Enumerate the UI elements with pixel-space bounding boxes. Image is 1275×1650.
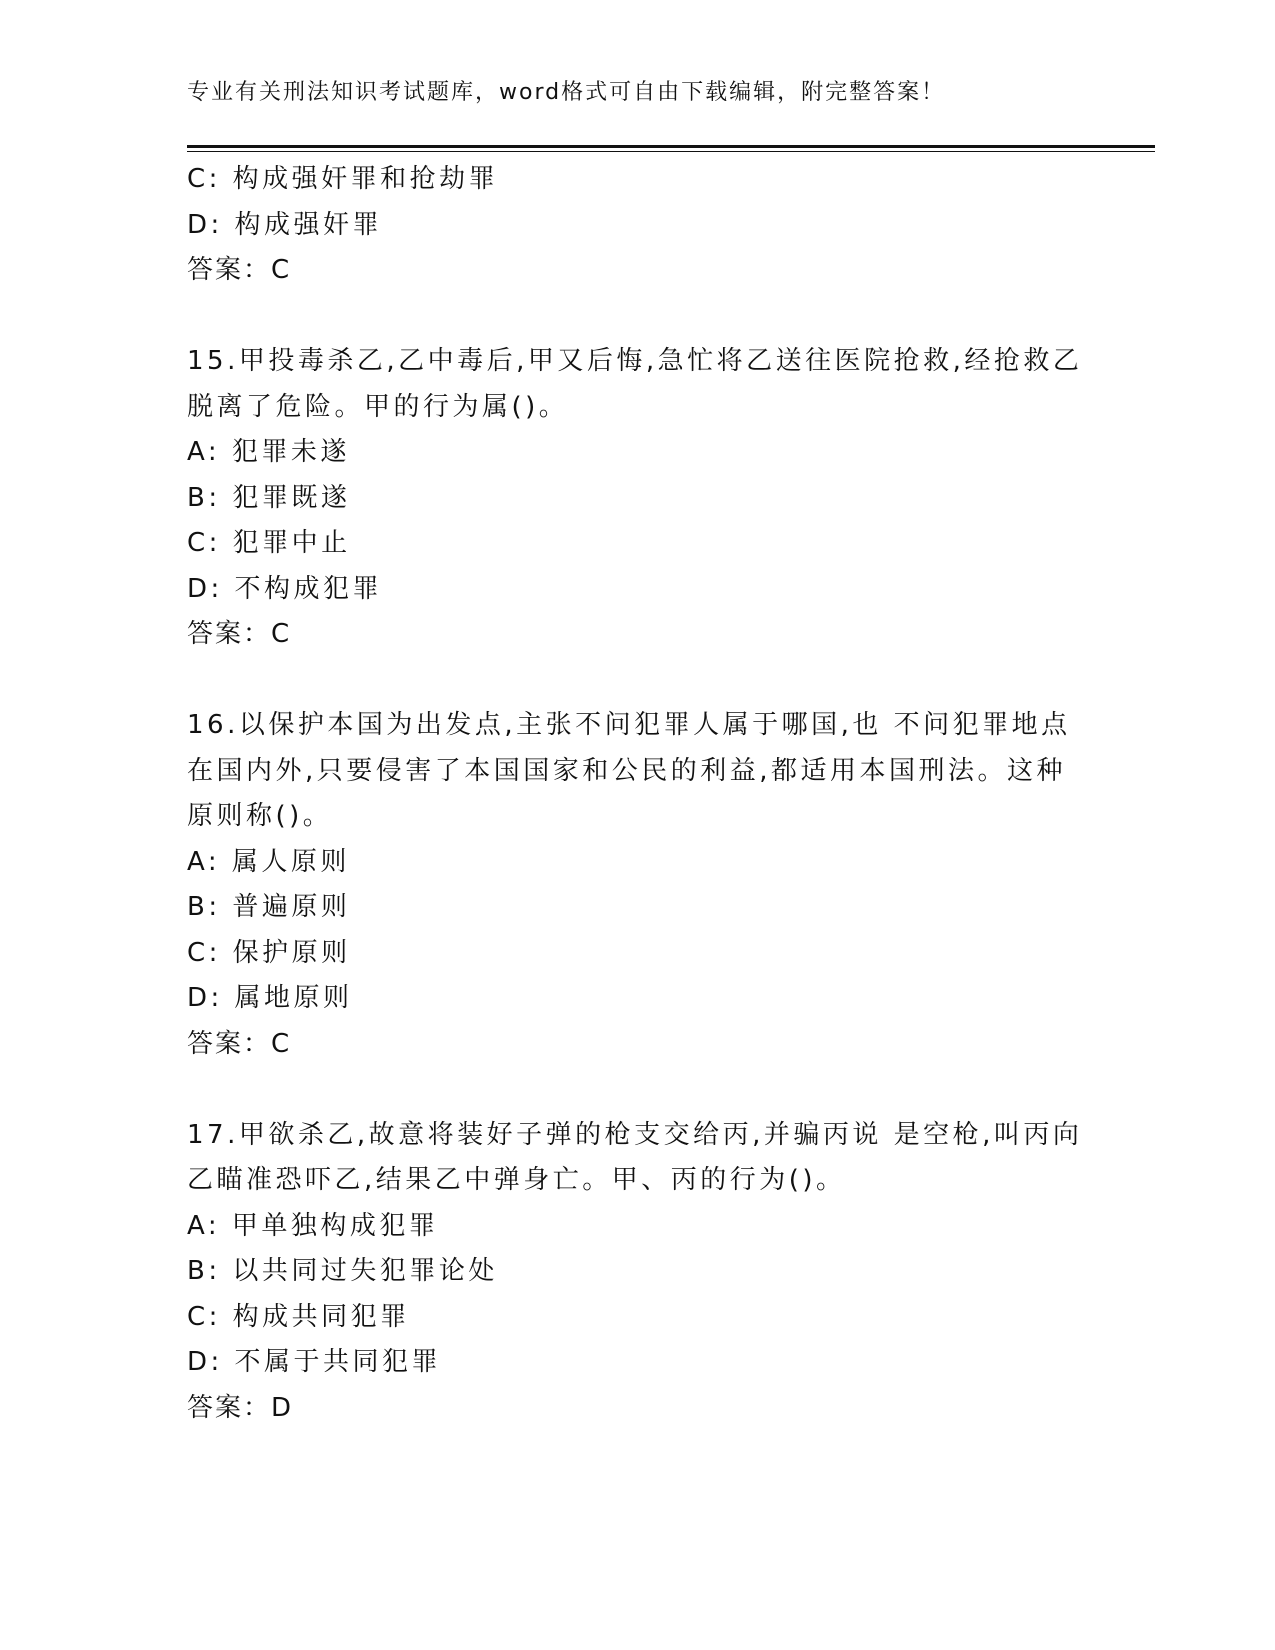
answer: 答案：D — [187, 1392, 294, 1423]
header-rule-thick — [187, 145, 1155, 148]
question-text-line: 在国内外,只要侵害了本国国家和公民的利益,都适用本国刑法。这种 — [187, 755, 1067, 786]
question-text-line: 16.以保护本国为出发点,主张不问犯罪人属于哪国,也 不问犯罪地点 — [187, 710, 1071, 740]
page-header: 专业有关刑法知识考试题库，word格式可自由下载编辑，附完整答案！ — [187, 80, 946, 105]
option-d: D: 不属于共同犯罪 — [187, 1347, 442, 1377]
option-c: C: 构成强奸罪和抢劫罪 — [187, 164, 499, 194]
option-b: B: 犯罪既遂 — [187, 482, 351, 513]
spacer — [187, 1067, 1087, 1113]
answer: 答案：C — [187, 619, 292, 649]
option-c: C: 犯罪中止 — [187, 528, 351, 558]
option-c: C: 保护原则 — [187, 937, 351, 968]
option-c: C: 构成共同犯罪 — [187, 1301, 410, 1332]
question-text-line: 15.甲投毒杀乙,乙中毒后,甲又后悔,急忙将乙送往医院抢救,经抢救乙 — [187, 346, 1083, 376]
question-17 — [187, 1113, 1087, 1432]
question-text-line: 脱离了危险。甲的行为属()。 — [187, 391, 569, 422]
question-16 — [187, 703, 1087, 1067]
content — [187, 157, 1087, 1431]
answer: 答案：C — [187, 1028, 292, 1059]
question-15 — [187, 339, 1087, 658]
option-b: B: 以共同过失犯罪论处 — [187, 1256, 498, 1286]
option-d: D: 不构成犯罪 — [187, 573, 383, 604]
answer: 答案：C — [187, 255, 292, 285]
option-b: B: 普遍原则 — [187, 892, 351, 922]
option-a: A: 属人原则 — [187, 846, 350, 877]
question-text-line: 17.甲欲杀乙,故意将装好子弹的枪支交给丙,并骗丙说 是空枪,叫丙向 — [187, 1119, 1083, 1150]
header-rule-thin — [187, 151, 1155, 152]
question-text-line: 乙瞄准恐吓乙,结果乙中弹身亡。甲、丙的行为()。 — [187, 1165, 846, 1195]
option-d: D: 构成强奸罪 — [187, 209, 383, 240]
question-fragment — [187, 157, 1087, 294]
option-a: A: 甲单独构成犯罪 — [187, 1210, 439, 1241]
spacer — [187, 658, 1087, 704]
option-d: D: 属地原则 — [187, 983, 353, 1013]
question-text-line: 原则称()。 — [187, 801, 333, 831]
spacer — [187, 294, 1087, 340]
option-a: A: 犯罪未遂 — [187, 437, 350, 467]
